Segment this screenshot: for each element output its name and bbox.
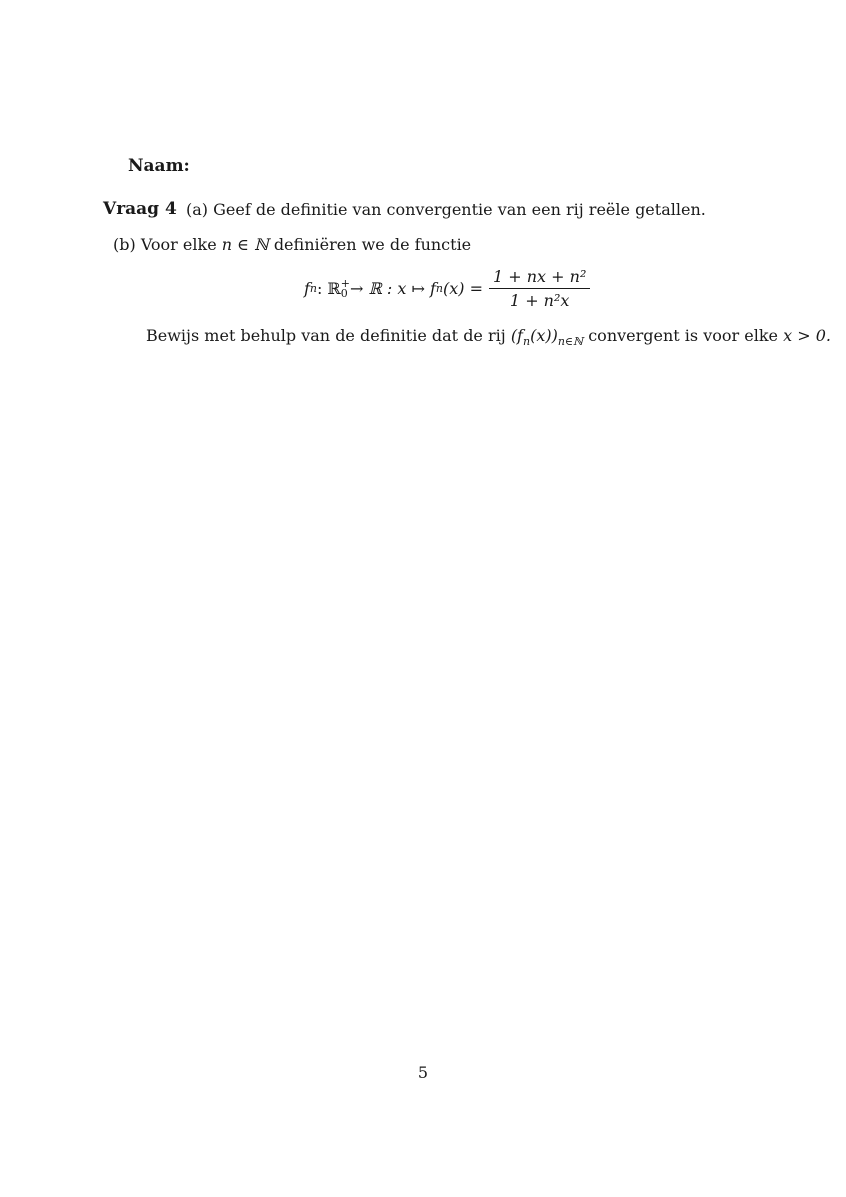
part-a-marker: (a) <box>186 200 209 219</box>
formula-left-sub: n <box>309 282 318 295</box>
part-b-line <box>113 235 471 254</box>
formula-denominator: 1 + n²x <box>509 291 570 310</box>
formula-map-sub: n <box>435 282 443 295</box>
part-a-text: Geef de definitie van convergentie van een rij reële getallen. <box>213 200 706 219</box>
part-b-intro-prefix: Voor elke <box>140 235 217 254</box>
part-b-marker: (b) <box>113 235 136 254</box>
formula-map-arg: (x) = <box>442 279 483 298</box>
name-label: Naam: <box>128 156 190 176</box>
formula-mapping: → ℝ : x ↦ f <box>350 279 436 298</box>
task-math-tail: (x)) <box>530 326 558 345</box>
formula-left: f <box>304 279 310 298</box>
part-b-intro-math: n ∈ ℕ <box>221 235 269 254</box>
task-math-index: n∈ℕ <box>557 335 584 349</box>
task-prefix: Bewijs met behulp van de definitie dat de rij <box>146 326 506 345</box>
function-formula <box>304 267 590 310</box>
task-math-sub: n <box>522 335 531 349</box>
formula-domain-sup: + <box>340 276 351 290</box>
formula-numerator: 1 + nx + n² <box>489 267 590 289</box>
task-math: (f <box>510 326 523 345</box>
question-label: Vraag 4 <box>103 199 177 219</box>
part-a-line <box>186 200 706 219</box>
formula-fraction <box>489 267 590 310</box>
formula-domain-sub: 0 <box>340 286 348 300</box>
task-condition: x > 0. <box>783 326 831 345</box>
task-suffix: convergent is voor elke <box>588 326 779 345</box>
formula-domain: : ℝ <box>317 279 341 298</box>
part-b-task <box>146 326 831 348</box>
part-b-intro-suffix: definiëren we de functie <box>273 235 472 254</box>
page-number: 5 <box>417 1063 429 1082</box>
